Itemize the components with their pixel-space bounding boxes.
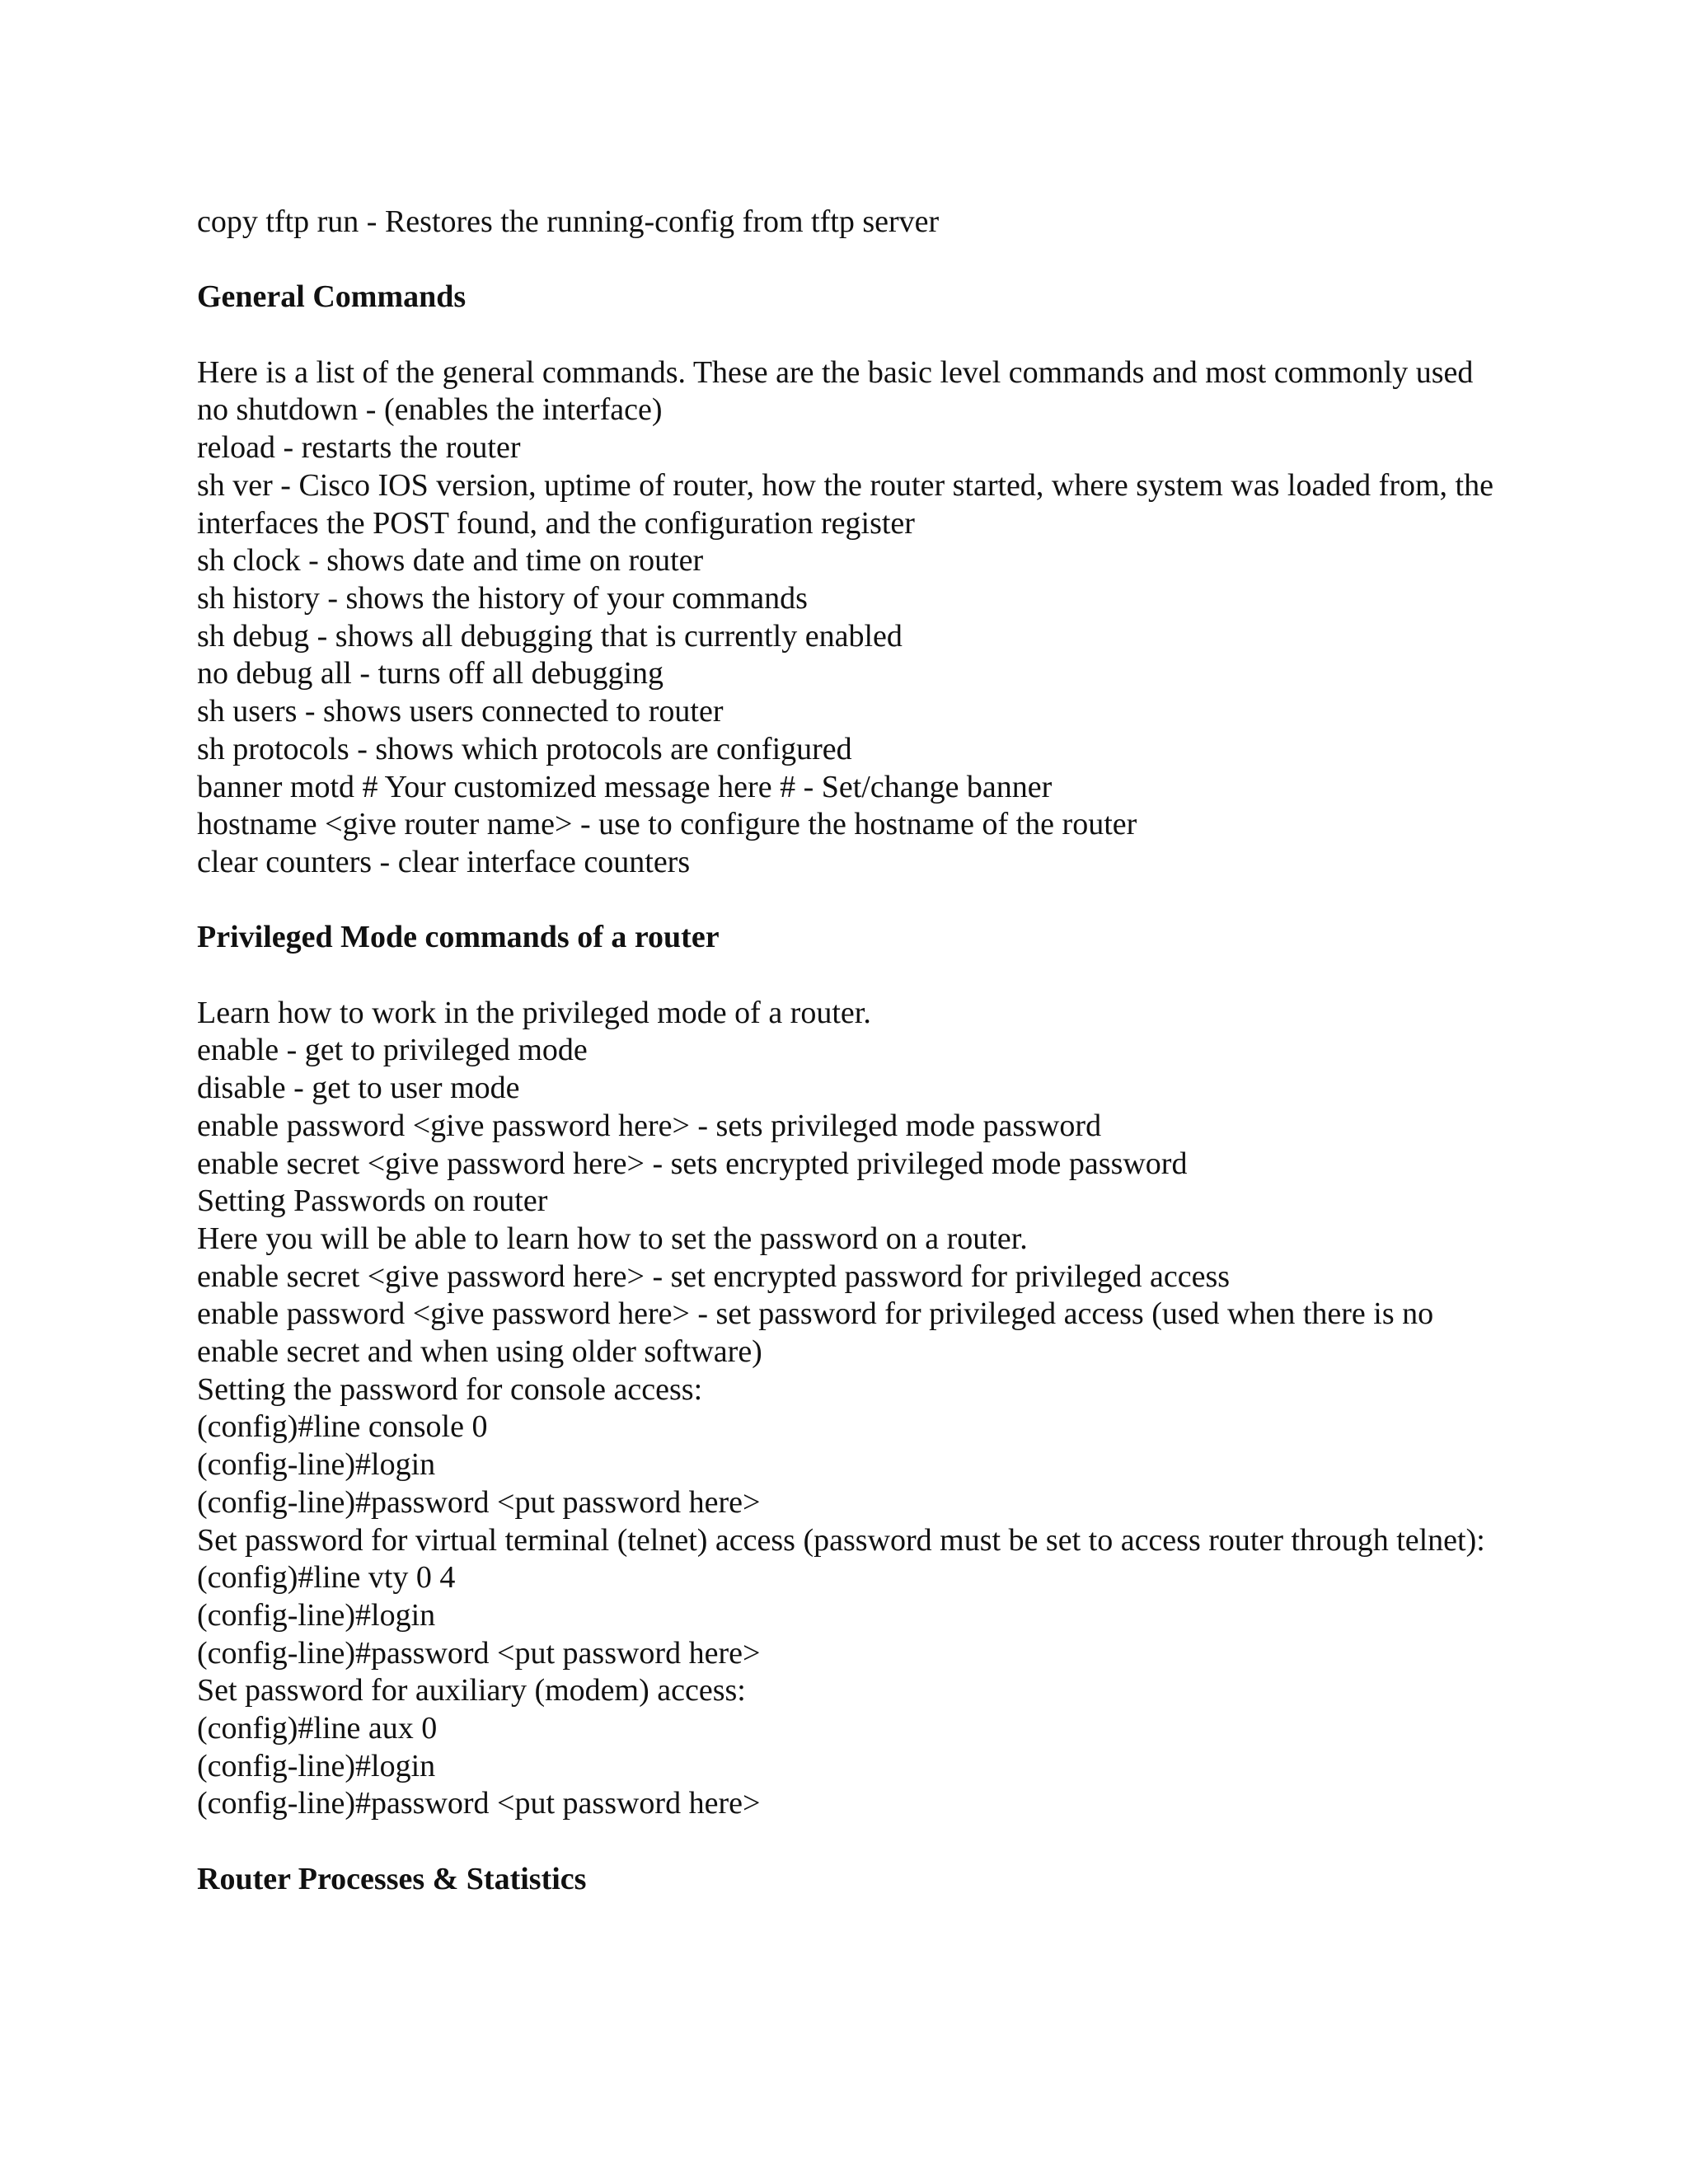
text-line: (config-line)#password <put password here> (197, 1484, 761, 1520)
text-line: Here is a list of the general commands. These are the basic level commands and most commonly used (197, 354, 1474, 390)
text-line: (config-line)#password <put password here> (197, 1786, 761, 1821)
text-line: Setting Passwords on router (197, 1183, 548, 1219)
paragraph-spacer (197, 882, 1582, 920)
document-body (197, 204, 1582, 1899)
text-line: Set password for virtual terminal (telnet) access (password must be set to access router through telnet): (197, 1522, 1485, 1558)
text-line: Set password for auxiliary (modem) access: (197, 1673, 746, 1708)
text-line: sh clock - shows date and time on router (197, 543, 704, 579)
section-heading: Privileged Mode commands of a router (197, 920, 720, 955)
text-line: interfaces the POST found, and the configuration register (197, 505, 915, 541)
text-line: enable - get to privileged mode (197, 1033, 588, 1068)
text-line: hostname <give router name> - use to configure the hostname of the router (197, 807, 1137, 842)
text-line: sh history - shows the history of your commands (197, 581, 808, 616)
text-line: enable password <give password here> - set password for privileged access (used when there is no (197, 1296, 1434, 1332)
text-line: clear counters - clear interface counters (197, 844, 691, 879)
text-line: (config-line)#login (197, 1748, 436, 1783)
text-line: sh ver - Cisco IOS version, uptime of router, how the router started, where system was loaded from, the (197, 467, 1493, 503)
text-line: Learn how to work in the privileged mode of a router. (197, 995, 871, 1030)
text-line: (config-line)#password <put password here> (197, 1635, 761, 1671)
text-line: sh users - shows users connected to router (197, 694, 724, 729)
text-line: Here you will be able to learn how to set the password on a router. (197, 1221, 1028, 1256)
text-line: Setting the password for console access: (197, 1371, 703, 1407)
text-line: enable secret and when using older software) (197, 1334, 762, 1370)
section-heading: Router Processes & Statistics (197, 1861, 587, 1896)
text-line: sh debug - shows all debugging that is currently enabled (197, 618, 903, 654)
paragraph-spacer (197, 1823, 1582, 1861)
text-line: (config-line)#login (197, 1447, 436, 1483)
text-line: no shutdown - (enables the interface) (197, 392, 663, 428)
text-line: enable secret <give password here> - set encrypted password for privileged access (197, 1258, 1231, 1294)
text-line: enable secret <give password here> - sets encrypted privileged mode password (197, 1146, 1188, 1181)
text-line: (config)#line console 0 (197, 1409, 488, 1445)
text-line: reload - restarts the router (197, 430, 521, 466)
text-line: (config-line)#login (197, 1597, 436, 1633)
paragraph-spacer (197, 316, 1582, 354)
text-line: disable - get to user mode (197, 1071, 520, 1106)
text-line: (config)#line vty 0 4 (197, 1560, 456, 1596)
paragraph-spacer (197, 957, 1582, 995)
paragraph-spacer (197, 241, 1582, 279)
section-heading: General Commands (197, 279, 467, 315)
text-line: sh protocols - shows which protocols are configured (197, 731, 852, 766)
text-line: (config)#line aux 0 (197, 1711, 438, 1746)
text-line: no debug all - turns off all debugging (197, 656, 664, 691)
text-line: copy tftp run - Restores the running-config from tftp server (197, 204, 940, 239)
text-line: enable password <give password here> - sets privileged mode password (197, 1108, 1102, 1143)
text-line: banner motd # Your customized message here # - Set/change banner (197, 769, 1053, 804)
